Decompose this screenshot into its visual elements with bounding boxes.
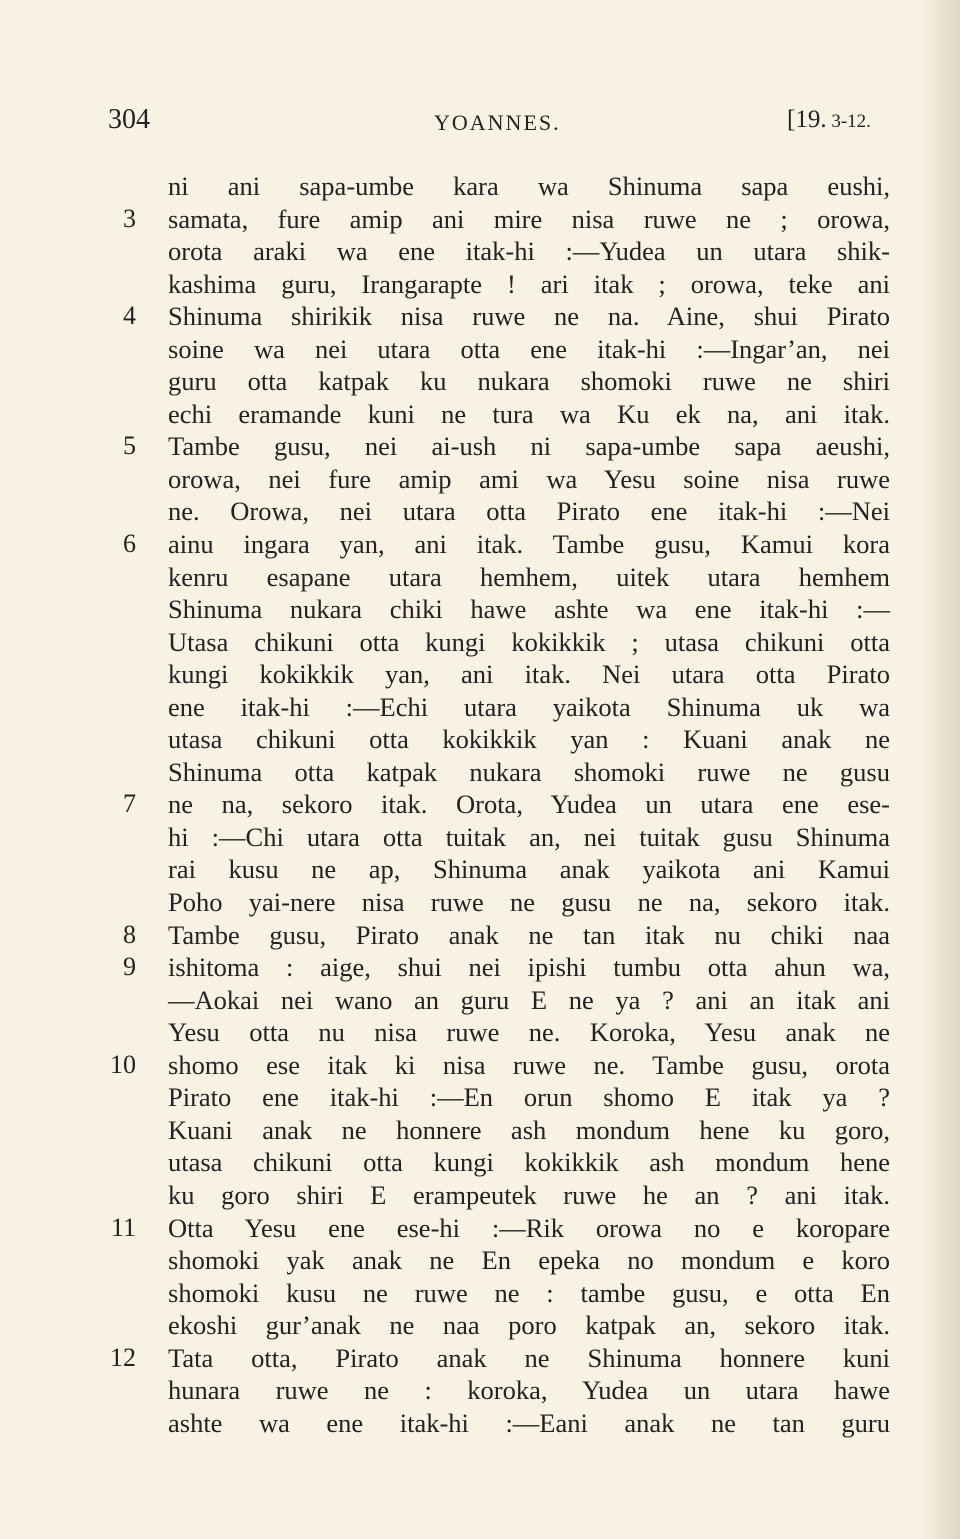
line-text: Tambe gusu, Pirato anak ne tan itak nu chiki naa [168,919,890,950]
scripture-text-block [0,170,960,1439]
line-text: ni ani sapa-umbe kara wa Shinuma sapa eushi, [168,171,890,201]
line-text: ne. Orowa, nei utara otta Pirato ene itak-hi :—Nei [168,496,890,527]
verse-number: 9 [123,952,136,982]
text-line [0,1309,960,1342]
text-line [0,788,960,821]
chapter-ref-sub: 3-12. [826,111,871,132]
text-line [0,235,960,268]
text-line [0,365,960,398]
text-line [0,1374,960,1407]
text-line [0,626,960,659]
running-title: YOANNES. [434,110,561,135]
line-text: Otta Yesu ene ese-hi :—Rik orowa no e koropare [168,1212,890,1243]
line-text: Pirato ene itak-hi :—En orun shomo E itak ya ? [168,1082,890,1113]
text-line [0,984,960,1017]
line-text: hi :—Chi utara otta tuitak an, nei tuitak gusu Shinuma [168,821,890,852]
line-text: Poho yai-nere nisa ruwe ne gusu ne na, sekoro itak. [168,887,890,918]
line-text: Utasa chikuni otta kungi kokikkik ; utasa chikuni otta [168,626,890,657]
line-text: shomoki yak anak ne En epeka no mondum e koro [168,1245,890,1276]
line-text: soine wa nei utara otta ene itak-hi :—Ingar’an, nei [168,333,890,364]
text-line [0,528,960,561]
chapter-ref-main: [19. [787,106,827,133]
line-text: ishitoma : aige, shui nei ipishi tumbu otta ahun wa, [168,952,890,983]
text-line [0,1049,960,1082]
verse-number: 11 [110,1212,136,1242]
text-line [0,1407,960,1440]
text-line [0,268,960,301]
text-line [0,919,960,952]
line-text: echi eramande kuni ne tura wa Ku ek na, ani itak. [168,398,890,429]
text-line [0,170,960,203]
line-text: ne na, sekoro itak. Orota, Yudea un utara ene ese- [168,789,890,820]
text-line [0,333,960,366]
line-text: ene itak-hi :—Echi utara yaikota Shinuma uk wa [168,691,890,722]
text-line [0,658,960,691]
text-line [0,951,960,984]
line-text: Shinuma nukara chiki hawe ashte wa ene itak-hi :— [168,594,890,625]
line-text: kungi kokikkik yan, ani itak. Nei utara otta Pirato [168,659,890,690]
line-text: —Aokai nei wano an guru E ne ya ? ani an itak ani [168,984,890,1015]
line-text: Tata otta, Pirato anak ne Shinuma honnere kuni [168,1342,890,1373]
chapter-verse-reference [787,106,871,134]
text-line [0,756,960,789]
line-text: ekoshi gur’anak ne naa poro katpak an, sekoro itak. [168,1310,890,1341]
text-line [0,1179,960,1212]
line-text: orota araki wa ene itak-hi :—Yudea un utara shik- [168,236,890,267]
text-line [0,1016,960,1049]
text-line [0,495,960,528]
line-text: Yesu otta nu nisa ruwe ne. Koroka, Yesu anak ne [168,1017,890,1048]
text-line [0,1146,960,1179]
line-text: ku goro shiri E erampeutek ruwe he an ? ani itak. [168,1179,890,1210]
text-line [0,1081,960,1114]
text-line [0,723,960,756]
text-line [0,430,960,463]
verse-number: 10 [110,1049,136,1079]
page-number: 304 [108,104,150,135]
page-header [0,104,960,144]
line-text: guru otta katpak ku nukara shomoki ruwe ne shiri [168,366,890,397]
text-line [0,886,960,919]
line-text: shomo ese itak ki nisa ruwe ne. Tambe gusu, orota [168,1049,890,1080]
line-text: Shinuma shirikik nisa ruwe ne na. Aine, shui Pirato [168,301,890,332]
line-text: ashte wa ene itak-hi :—Eani anak ne tan guru [168,1407,890,1438]
text-line [0,300,960,333]
text-line [0,561,960,594]
line-text: shomoki kusu ne ruwe ne : tambe gusu, e otta En [168,1277,890,1308]
line-text: Kuani anak ne honnere ash mondum hene ku goro, [168,1114,890,1145]
text-line [0,1244,960,1277]
line-text: kenru esapane utara hemhem, uitek utara hemhem [168,561,890,592]
text-line [0,821,960,854]
line-text: rai kusu ne ap, Shinuma anak yaikota ani Kamui [168,854,890,885]
text-line [0,398,960,431]
text-line [0,691,960,724]
text-line [0,463,960,496]
line-text: hunara ruwe ne : koroka, Yudea un utara hawe [168,1375,890,1406]
verse-number: 12 [110,1342,136,1372]
text-line [0,1342,960,1375]
verse-number: 3 [123,203,136,233]
line-text: orowa, nei fure amip ami wa Yesu soine nisa ruwe [168,463,890,494]
line-text: kashima guru, Irangarapte ! ari itak ; orowa, teke ani [168,268,890,299]
verse-number: 6 [123,529,136,559]
text-line [0,593,960,626]
verse-number: 8 [123,919,136,949]
text-line [0,1114,960,1147]
line-text: Shinuma otta katpak nukara shomoki ruwe ne gusu [168,756,890,787]
verse-number: 5 [123,431,136,461]
text-line [0,1212,960,1245]
line-text: ainu ingara yan, ani itak. Tambe gusu, Kamui kora [168,529,890,560]
text-line [0,1277,960,1310]
text-line [0,853,960,886]
verse-number: 7 [123,789,136,819]
line-text: samata, fure amip ani mire nisa ruwe ne ; orowa, [168,203,890,234]
line-text: utasa chikuni otta kokikkik yan : Kuani anak ne [168,724,890,755]
text-line [0,203,960,236]
line-text: Tambe gusu, nei ai-ush ni sapa-umbe sapa aeushi, [168,431,890,462]
line-text: utasa chikuni otta kungi kokikkik ash mondum hene [168,1147,890,1178]
verse-number: 4 [123,301,136,331]
